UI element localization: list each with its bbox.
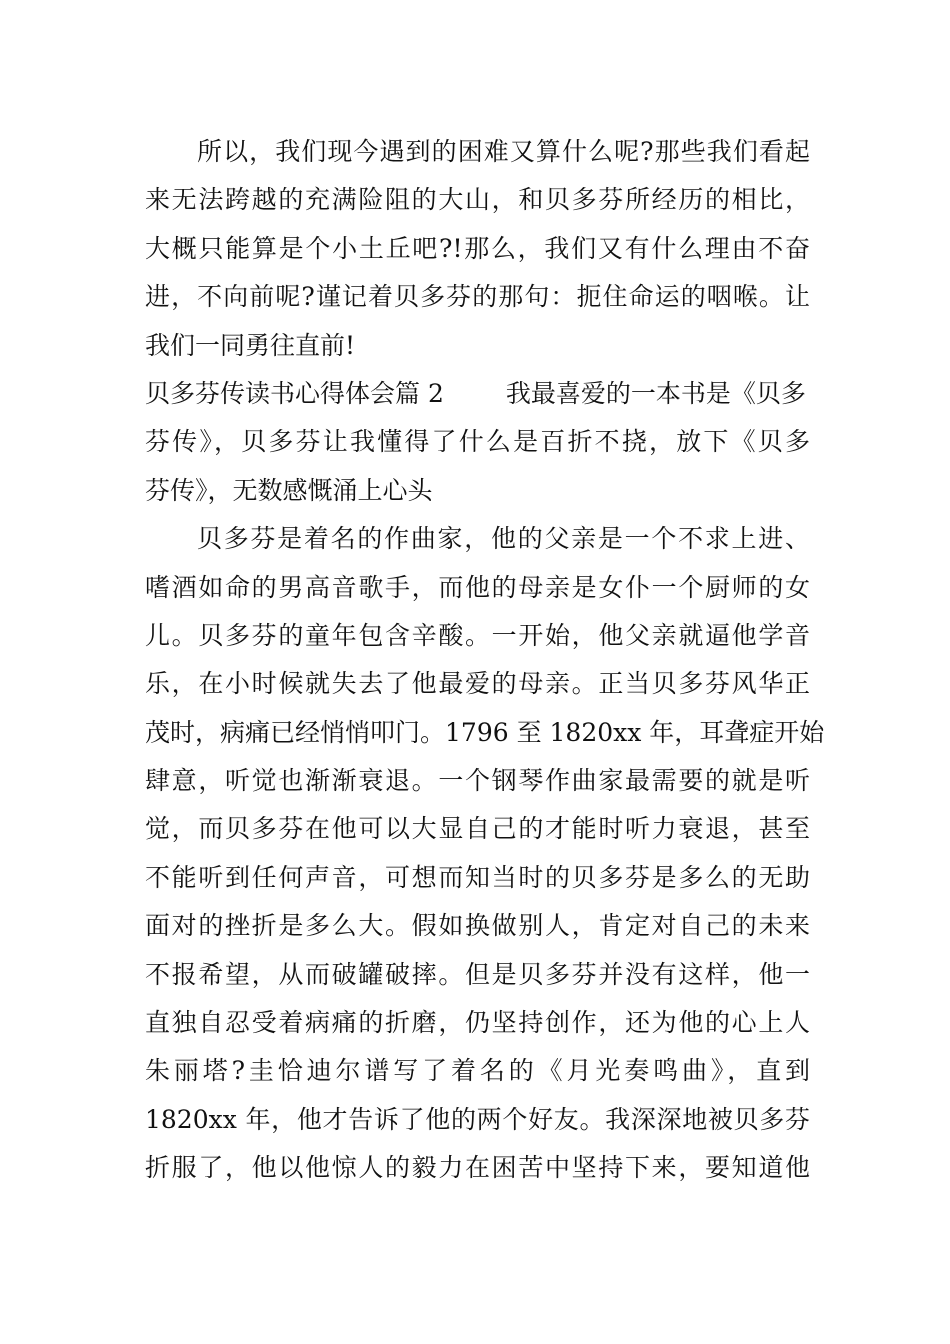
paragraph-1 [145, 128, 810, 370]
paragraph-line: 芬传》，贝多芬让我懂得了什么是百折不挠，放下《贝多 [145, 427, 810, 457]
paragraph-line: 我们一同勇往直前! [145, 330, 356, 360]
paragraph-line: 肆意，听觉也渐渐衰退。一个钢琴作曲家最需要的就是听 [145, 766, 810, 796]
paragraph-line: 贝多芬是着名的作曲家，他的父亲是一个不求上进、 [197, 524, 810, 554]
document-body [145, 128, 825, 1193]
paragraph-line: 直独自忍受着病痛的折磨，仍坚持创作，还为他的心上人 [145, 1008, 810, 1038]
paragraph-2 [145, 515, 825, 1192]
paragraph-line: 来无法跨越的充满险阻的大山，和贝多芬所经历的相比， [145, 185, 810, 215]
paragraph-line: 儿。贝多芬的童年包含辛酸。一开始，他父亲就逼他学音 [145, 620, 810, 650]
paragraph-line: 朱丽塔?圭恰迪尔谱写了着名的《月光奏鸣曲》，直到 [145, 1056, 810, 1086]
paragraph-line: 不报希望，从而破罐破摔。但是贝多芬并没有这样，他一 [145, 959, 810, 989]
paragraph-line: 所以，我们现今遇到的困难又算什么呢?那些我们看起 [197, 137, 810, 166]
paragraph-line: 面对的挫折是多么大。假如换做别人，肯定对自己的未来 [145, 911, 810, 941]
section-intro-start: 我最喜爱的一本书是《贝多 [505, 378, 806, 408]
paragraph-line: 不能听到任何声音，可想而知当时的贝多芬是多么的无助 [145, 862, 810, 892]
paragraph-line: 嗜酒如命的男高音歌手，而他的母亲是女仆一个厨师的女 [145, 572, 810, 602]
paragraph-line: 茂时，病痛已经悄悄叩门。1796 至 1820xx 年，耳聋症开始 [145, 717, 825, 747]
paragraph-line: 折服了，他以他惊人的毅力在困苦中坚持下来，要知道他 [145, 1153, 810, 1183]
paragraph-line: 乐，在小时候就失去了他最爱的母亲。正当贝多芬风华正 [145, 669, 810, 699]
section-title: 贝多芬传读书心得体会篇 2 [145, 378, 444, 408]
section-heading-line [145, 370, 810, 418]
paragraph-line: 1820xx 年，他才告诉了他的两个好友。我深深地被贝多芬 [145, 1104, 810, 1134]
section-2 [145, 370, 810, 515]
paragraph-line: 芬传》，无数感慨涌上心头 [145, 475, 433, 505]
paragraph-line: 进，不向前呢?谨记着贝多芬的那句：扼住命运的咽喉。让 [145, 282, 810, 312]
paragraph-line: 大概只能算是个小土丘吧?!那么，我们又有什么理由不奋 [145, 233, 810, 263]
paragraph-line: 觉，而贝多芬在他可以大显自己的才能时听力衰退，甚至 [145, 814, 810, 844]
